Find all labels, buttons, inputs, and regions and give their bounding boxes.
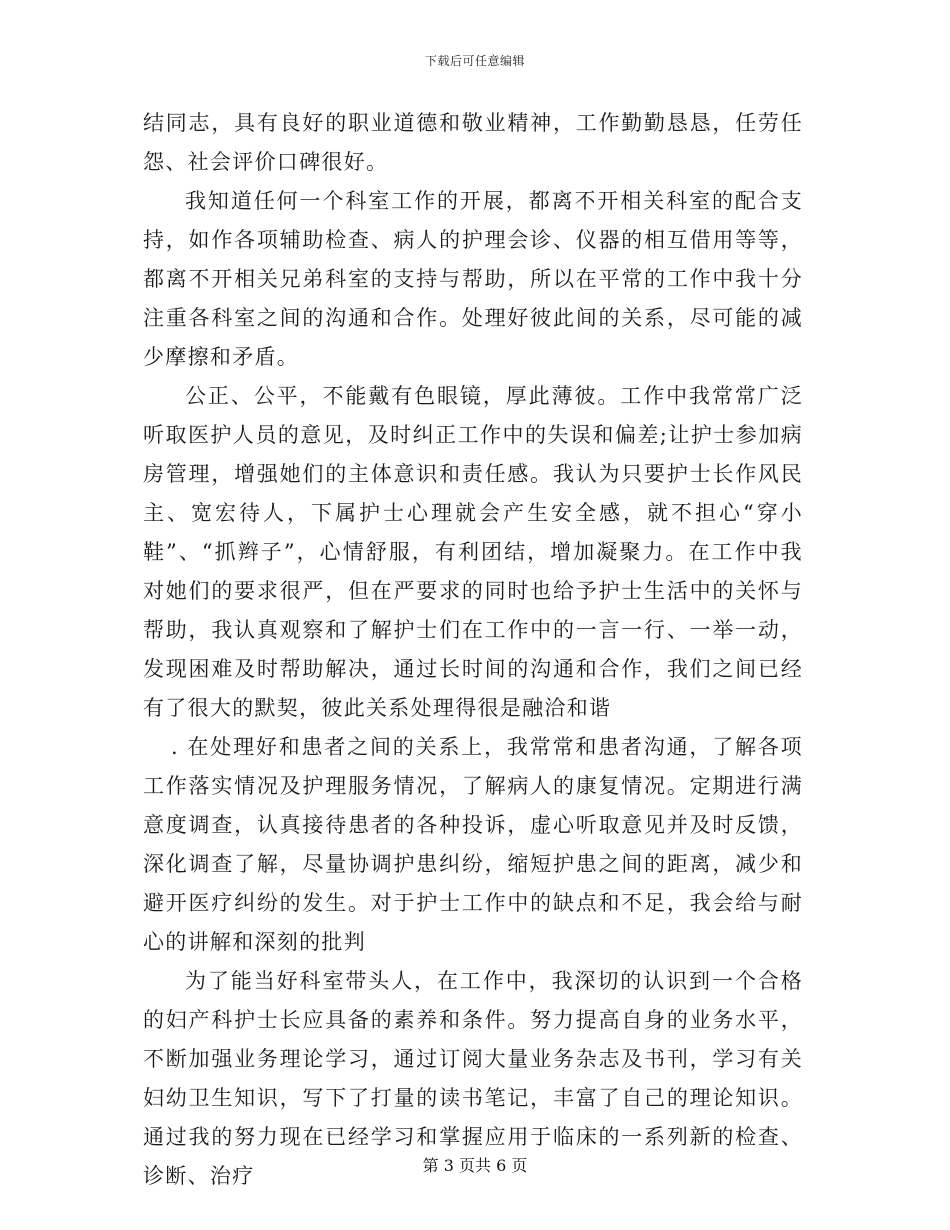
paragraph-3: 公正、公平，不能戴有色眼镜，厚此薄彼。工作中我常常广泛听取医护人员的意见，及时纠正工作中的失误和偏差;让护士参加病房管理，增强她们的主体意识和责任感。我认为只要护士长作风民主、宽宏待人，下属护士心理就会产生安全感，就不担心“穿小鞋”、“抓辫子”，心情舒服，有利团结，增加凝聚力。在工作中我对她们的要求很严，但在严要求的同时也给予护士生活中的关怀与帮助，我认真观察和了解护士们在工作中的一言一行、一举一动，发现困难及时帮助解决，通过长时间的沟通和合作，我们之间已经有了很大的默契，彼此关系处理得很是融洽和谐 <box>143 384 803 720</box>
paragraph-1: 结同志，具有良好的职业道德和敬业精神，工作勤勤恳恳，任劳任怨、社会评价口碑很好。 <box>143 111 803 174</box>
paragraph-4: . 在处理好和患者之间的关系上，我常常和患者沟通，了解各项工作落实情况及护理服务情况，了解病人的康复情况。定期进行满意度调查，认真接待患者的各种投诉，虚心听取意见并及时反馈，深化调查了解，尽量协调护患纠纷，缩短护患之间的距离，减少和避开医疗纠纷的发生。对于护士工作中的缺点和不足，我会给与耐心的讲解和深刻的批判 <box>143 735 803 954</box>
page-footer-page-number: 第 3 页共 6 页 <box>422 1156 528 1175</box>
page-header: 下载后可任意编辑 <box>424 54 525 68</box>
document-body <box>143 104 803 1196</box>
paragraph-5: 为了能当好科室带头人，在工作中，我深切的认识到一个合格的妇产科护士长应具备的素养和条件。努力提高自身的业务水平，不断加强业务理论学习，通过订阅大量业务杂志及书刊，学习有关妇幼卫生知识，写下了打量的读书笔记，丰富了自己的理论知识。通过我的努力现在已经学习和掌握应用于临床的一系列新的检查、诊断、治疗 <box>143 969 803 1188</box>
paragraph-2: 我知道任何一个科室工作的开展，都离不开相关科室的配合支持，如作各项辅助检查、病人的护理会诊、仪器的相互借用等等，都离不开相关兄弟科室的支持与帮助，所以在平常的工作中我十分注重各科室之间的沟通和合作。处理好彼此间的关系，尽可能的减少摩擦和矛盾。 <box>143 189 803 369</box>
